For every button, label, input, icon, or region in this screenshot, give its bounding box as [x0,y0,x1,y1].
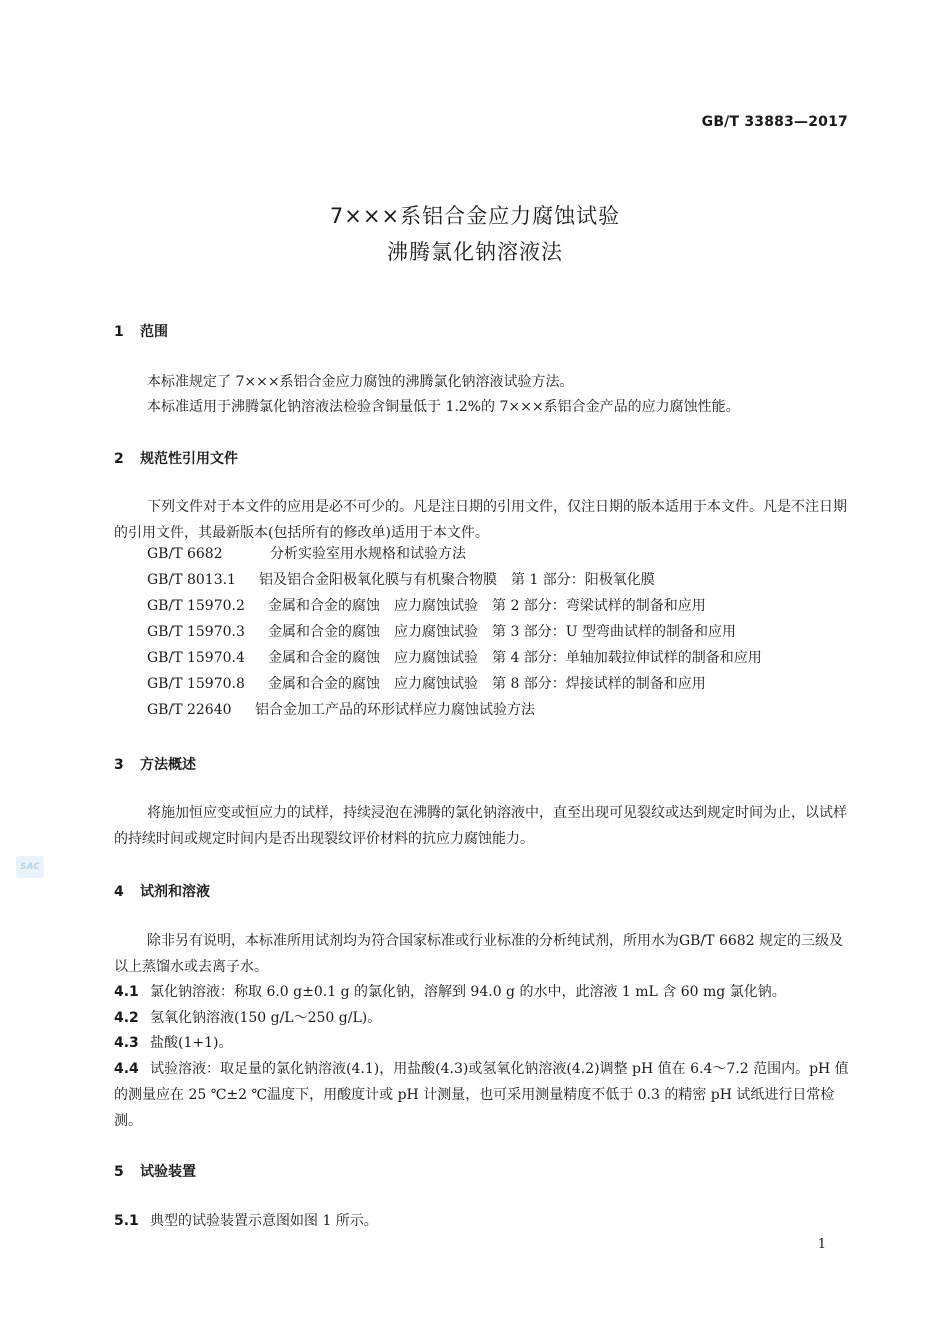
reference-title: 分析实验室用水规格和试验方法 [270,546,466,562]
reference-title: 金属和合金的腐蚀 应力腐蚀试验 第 4 部分：单轴加载拉伸试样的制备和应用 [268,650,762,666]
section-1-paragraph-1: 本标准规定了 7×××系铝合金应力腐蚀的沸腾氯化钠溶液试验方法。 [147,374,574,390]
section-2-intro: 下列文件对于本文件的应用是必不可少的。凡是注日期的引用文件，仅注日期的版本适用于本文件。凡是不注日期的引用文件，其最新版本(包括所有的修改单)适用于本文件。 [114,499,847,541]
reference-title: 金属和合金的腐蚀 应力腐蚀试验 第 3 部分：U 型弯曲试样的制备和应用 [268,624,737,640]
clause-text: 氯化钠溶液：称取 6.0 g±0.1 g 的氯化钠，溶解到 94.0 g 的水中，此溶液 1 mL 含 60 mg 氯化钠。 [150,984,786,1000]
standard-number: GB/T 33883—2017 [701,114,848,130]
section-4-paragraph: 除非另有说明，本标准所用试剂均为符合国家标准或行业标准的分析纯试剂，所用水为GB/T 6682 规定的三级及以上蒸馏水或去离子水。 [114,933,844,975]
section-3-heading [114,754,196,774]
section-number: 1 [114,324,124,340]
section-3-paragraph: 将施加恒应变或恒应力的试样，持续浸泡在沸腾的氯化钠溶液中，直至出现可见裂纹或达到规定时间为止，以试样的持续时间或规定时间内是否出现裂纹评价材料的抗应力腐蚀能力。 [114,805,847,847]
reference-item [147,544,466,564]
title-line-2: 沸腾氯化钠溶液法 [387,240,563,264]
clause-text: 试验溶液：取足量的氯化钠溶液(4.1)，用盐酸(4.3)或氢氧化钠溶液(4.2)调整 pH 值在 6.4～7.2 范围内。pH 值的测量应在 25 ℃±2 ℃温度下，用酸度计或 pH 计测量，也可采用测量精度不低于 0.3 的精密 pH 试纸进行日常检测。 [114,1061,849,1129]
section-title: 范围 [140,324,168,340]
clause-4-1 [114,979,850,1005]
reference-item [147,622,736,642]
reference-item [147,648,762,668]
clause-text: 典型的试验装置示意图如图 1 所示。 [150,1213,378,1229]
clause-number: 4.2 [114,1010,139,1026]
section-title: 试剂和溶液 [140,884,210,900]
clause-text: 盐酸(1+1)。 [150,1035,233,1051]
reference-title: 金属和合金的腐蚀 应力腐蚀试验 第 2 部分：弯梁试样的制备和应用 [268,598,706,614]
page-number: 1 [817,1237,826,1252]
reference-code: GB/T 22640 [147,702,232,718]
reference-item [147,596,706,616]
section-number: 2 [114,451,124,467]
reference-title: 金属和合金的腐蚀 应力腐蚀试验 第 8 部分：焊接试样的制备和应用 [268,676,706,692]
reference-code: GB/T 15970.4 [147,650,245,666]
reference-item [147,700,535,720]
reference-code: GB/T 15970.8 [147,676,245,692]
reference-title: 铝及铝合金阳极氧化膜与有机聚合物膜 第 1 部分：阳极氧化膜 [259,572,655,588]
title-line-1: 7×××系铝合金应力腐蚀试验 [329,204,621,228]
clause-4-3 [114,1030,850,1056]
section-1-paragraph-2: 本标准适用于沸腾氯化钠溶液法检验含铜量低于 1.2%的 7×××系铝合金产品的应力腐蚀性能。 [147,399,740,415]
reference-item [147,674,706,694]
reference-code: GB/T 6682 [147,546,223,562]
clause-number: 5.1 [114,1213,139,1229]
section-number: 3 [114,757,124,773]
clause-4-2 [114,1005,850,1031]
reference-item [147,570,655,590]
clause-5-1 [114,1208,850,1234]
section-title: 规范性引用文件 [140,451,238,467]
section-title: 试验装置 [140,1164,196,1180]
reference-code: GB/T 15970.3 [147,624,245,640]
reference-code: GB/T 8013.1 [147,572,236,588]
clause-number: 4.4 [114,1061,139,1077]
section-2-heading [114,448,238,468]
clause-text: 氢氧化钠溶液(150 g/L～250 g/L)。 [150,1010,382,1026]
section-title: 方法概述 [140,757,196,773]
section-4-heading [114,881,210,901]
section-5-heading [114,1161,196,1181]
section-number: 5 [114,1164,124,1180]
sac-logo-icon: SAC [16,856,44,878]
reference-code: GB/T 15970.2 [147,598,245,614]
clause-number: 4.1 [114,984,139,1000]
section-1-heading [114,321,168,341]
reference-title: 铝合金加工产品的环形试样应力腐蚀试验方法 [255,702,535,718]
clause-4-4 [114,1056,850,1134]
clause-number: 4.3 [114,1035,139,1051]
section-number: 4 [114,884,124,900]
